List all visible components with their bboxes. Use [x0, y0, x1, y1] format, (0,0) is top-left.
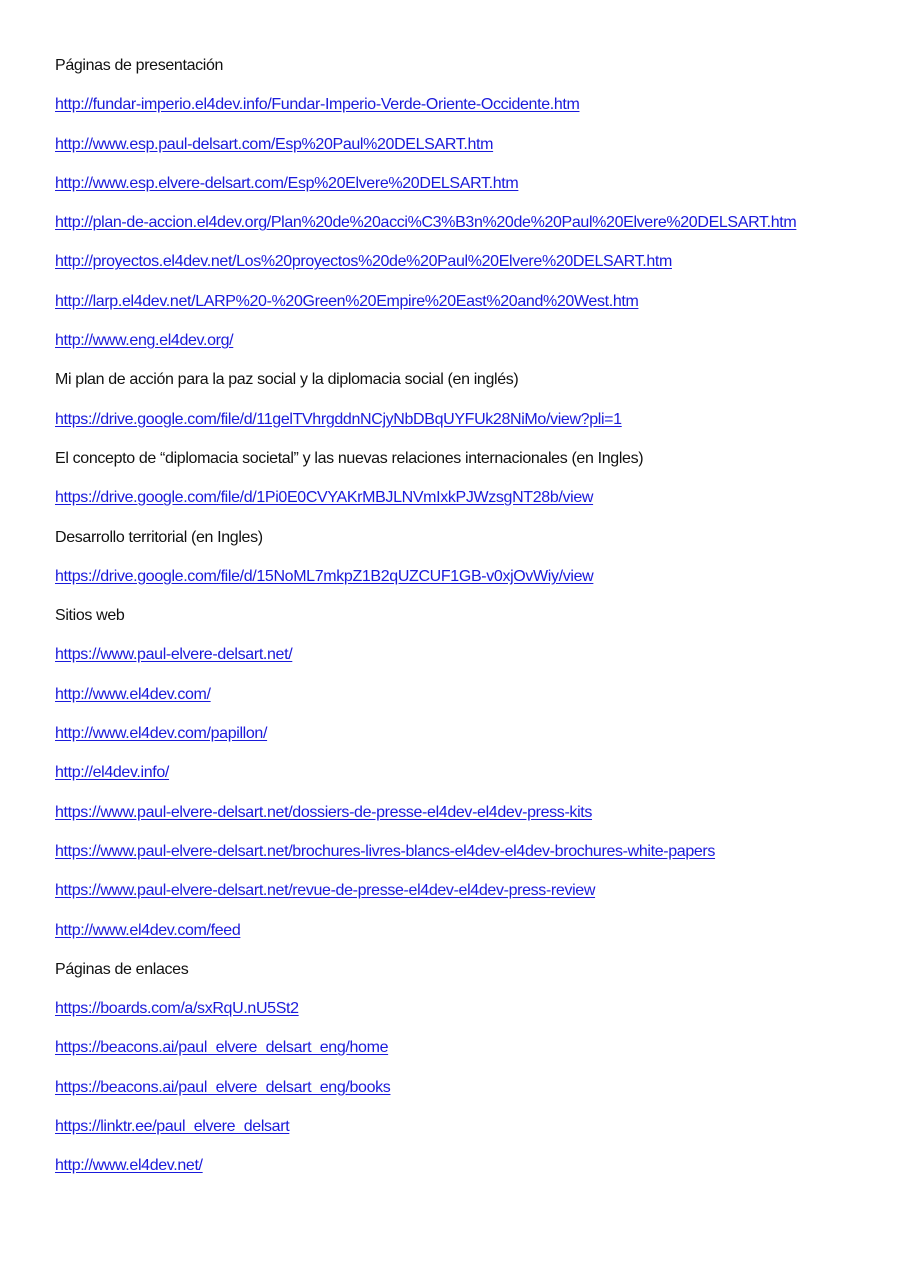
link-beacons-home[interactable]: https://beacons.ai/paul_elvere_delsart_eng/home: [55, 1039, 389, 1057]
link-drive-action-plan[interactable]: https://drive.google.com/file/d/11gelTVhrgddnNCjyNbDBqUYFUk28NiMo/view?pli=1: [55, 410, 622, 428]
link-el4dev-info[interactable]: http://el4dev.info/: [55, 764, 170, 782]
section-heading-link-pages: Páginas de enlaces: [55, 960, 189, 978]
link-press-kits[interactable]: https://www.paul-elvere-delsart.net/dossiers-de-presse-el4dev-el4dev-press-kits: [55, 803, 593, 821]
link-brochures-white-papers[interactable]: https://www.paul-elvere-delsart.net/brochures-livres-blancs-el4dev-el4dev-brochures-white-papers: [55, 842, 716, 860]
link-press-review[interactable]: https://www.paul-elvere-delsart.net/revue-de-presse-el4dev-el4dev-press-review: [55, 882, 596, 900]
link-paul-elvere-delsart-net[interactable]: https://www.paul-elvere-delsart.net/: [55, 646, 293, 664]
section-heading-territorial-development: Desarrollo territorial (en Ingles): [55, 528, 263, 546]
section-heading-presentation-pages: Páginas de presentación: [55, 57, 224, 74]
link-proyectos[interactable]: http://proyectos.el4dev.net/Los%20proyectos%20de%20Paul%20Elvere%20DELSART.htm: [55, 253, 672, 271]
link-drive-territorial-development[interactable]: https://drive.google.com/file/d/15NoML7mkpZ1B2qUZCUF1GB-v0xjOvWiy/view: [55, 567, 594, 585]
link-linktree[interactable]: https://linktr.ee/paul_elvere_delsart: [55, 1118, 290, 1136]
link-larp[interactable]: http://larp.el4dev.net/LARP%20-%20Green%20Empire%20East%20and%20West.htm: [55, 292, 639, 310]
link-beacons-books[interactable]: https://beacons.ai/paul_elvere_delsart_eng/books: [55, 1078, 391, 1096]
section-heading-societal-diplomacy: El concepto de “diplomacia societal” y las nuevas relaciones internacionales (en Ingles): [55, 449, 644, 467]
section-heading-websites: Sitios web: [55, 607, 125, 625]
link-el4dev-papillon[interactable]: http://www.el4dev.com/papillon/: [55, 725, 268, 743]
link-el4dev-net[interactable]: http://www.el4dev.net/: [55, 1157, 203, 1175]
document-body: [55, 56, 895, 1196]
link-fundar-imperio[interactable]: http://fundar-imperio.el4dev.info/Fundar-Imperio-Verde-Oriente-Occidente.htm: [55, 96, 580, 114]
link-el4dev-feed[interactable]: http://www.el4dev.com/feed: [55, 921, 241, 939]
link-drive-societal-diplomacy[interactable]: https://drive.google.com/file/d/1Pi0E0CVYAKrMBJLNVmIxkPJWzsgNT28b/view: [55, 489, 594, 507]
section-heading-action-plan: Mi plan de acción para la paz social y la diplomacia social (en inglés): [55, 371, 519, 389]
link-el4dev-com[interactable]: http://www.el4dev.com/: [55, 685, 211, 703]
link-boards[interactable]: https://boards.com/a/sxRqU.nU5St2: [55, 1000, 299, 1018]
link-plan-de-accion[interactable]: http://plan-de-accion.el4dev.org/Plan%20de%20acci%C3%B3n%20de%20Paul%20Elvere%20DELSART.htm: [55, 214, 797, 232]
link-eng-el4dev-org[interactable]: http://www.eng.el4dev.org/: [55, 332, 234, 350]
link-esp-elvere-delsart[interactable]: http://www.esp.elvere-delsart.com/Esp%20Elvere%20DELSART.htm: [55, 174, 519, 192]
link-esp-paul-delsart[interactable]: http://www.esp.paul-delsart.com/Esp%20Paul%20DELSART.htm: [55, 135, 494, 153]
